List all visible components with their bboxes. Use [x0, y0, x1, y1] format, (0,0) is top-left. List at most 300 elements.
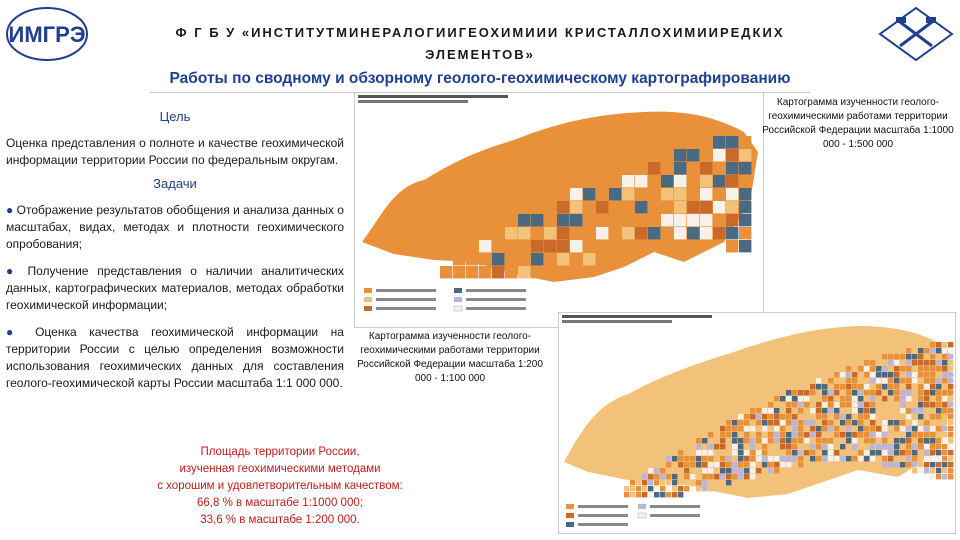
map-cell	[924, 360, 929, 365]
map-cell	[726, 480, 731, 485]
map-cell	[804, 420, 809, 425]
map-cell	[798, 414, 803, 419]
map-cell	[702, 486, 707, 491]
map-cell	[840, 444, 845, 449]
map-cell	[810, 444, 815, 449]
map-cell	[713, 162, 725, 174]
map-cell	[948, 444, 953, 449]
map-cell	[876, 408, 881, 413]
map-cell	[666, 456, 671, 461]
map-cell	[672, 492, 677, 497]
map-cell	[936, 420, 941, 425]
map-cell	[870, 444, 875, 449]
map-cell	[750, 468, 755, 473]
map-cell	[936, 444, 941, 449]
map-cell	[654, 486, 659, 491]
map-cell	[708, 444, 713, 449]
map-cell	[942, 468, 947, 473]
map-cell	[948, 462, 953, 467]
map-cell	[780, 420, 785, 425]
map-cell	[906, 426, 911, 431]
map-cell	[596, 188, 608, 200]
map-cell	[738, 450, 743, 455]
map-cell	[756, 450, 761, 455]
map-cell	[906, 348, 911, 353]
map-cell	[822, 414, 827, 419]
map-cell	[687, 188, 699, 200]
map-cell	[492, 253, 504, 265]
map-cell	[762, 462, 767, 467]
map-cell	[942, 372, 947, 377]
map-cell	[930, 474, 935, 479]
map-cell	[756, 438, 761, 443]
map-cell	[666, 474, 671, 479]
map-cell	[912, 378, 917, 383]
map-cell	[948, 474, 953, 479]
map-cell	[900, 426, 905, 431]
map-cell	[674, 188, 686, 200]
map-cell	[720, 426, 725, 431]
map-cell	[918, 354, 923, 359]
map-cell	[852, 366, 857, 371]
task-text: Оценка качества геохимической информации на территории России с целью определения возможности использования геохимических данных для составления геолого-геохимической карты России масштаба 1:1 000 000.	[6, 325, 344, 390]
map-cell	[852, 402, 857, 407]
map-cell	[744, 420, 749, 425]
map-cell	[888, 390, 893, 395]
map-cell	[912, 366, 917, 371]
map-cell	[738, 456, 743, 461]
map-cell	[702, 438, 707, 443]
map-cell	[942, 408, 947, 413]
slide-title: Работы по сводному и обзорному геолого-геохимическому картографированию	[169, 70, 791, 87]
map-cell	[888, 414, 893, 419]
map-cell	[870, 390, 875, 395]
map-cell	[780, 450, 785, 455]
map-cell	[726, 438, 731, 443]
map-cell	[726, 136, 738, 148]
map-cell	[930, 462, 935, 467]
map-cell	[942, 432, 947, 437]
map-cell	[882, 414, 887, 419]
map-cell	[828, 402, 833, 407]
map-cell	[492, 240, 504, 252]
map-cell	[661, 227, 673, 239]
map-cell	[924, 456, 929, 461]
map-cell	[924, 438, 929, 443]
map-cell	[882, 408, 887, 413]
map-cell	[840, 372, 845, 377]
map-cell	[840, 456, 845, 461]
map-cell	[852, 444, 857, 449]
map-cell	[583, 214, 595, 226]
map-cell	[744, 474, 749, 479]
map-cell	[894, 456, 899, 461]
map-cell	[635, 214, 647, 226]
map-cell	[744, 438, 749, 443]
map-cell	[609, 188, 621, 200]
map-cell	[678, 468, 683, 473]
map-cell	[756, 408, 761, 413]
map-cell	[834, 378, 839, 383]
map-cell	[924, 420, 929, 425]
map-cell	[804, 384, 809, 389]
map-cell	[708, 474, 713, 479]
map-cell	[660, 462, 665, 467]
map-cell	[918, 438, 923, 443]
map-cell	[840, 432, 845, 437]
map-cell	[864, 372, 869, 377]
map-cell	[822, 432, 827, 437]
map-cell	[912, 468, 917, 473]
map-cell	[894, 396, 899, 401]
map-cell	[810, 420, 815, 425]
map-cell	[828, 420, 833, 425]
map-cell	[900, 462, 905, 467]
map-cell	[930, 342, 935, 347]
map-cell	[888, 432, 893, 437]
map-cell	[912, 432, 917, 437]
map-cell	[882, 450, 887, 455]
map-cell	[732, 456, 737, 461]
map-cell	[936, 432, 941, 437]
map-cell	[840, 384, 845, 389]
map-cell	[912, 438, 917, 443]
map-cell	[702, 468, 707, 473]
map-cell	[942, 444, 947, 449]
map-cell	[678, 480, 683, 485]
map-cell	[846, 378, 851, 383]
map-cell	[786, 462, 791, 467]
map-cell	[720, 450, 725, 455]
map-cell	[924, 408, 929, 413]
map-cell	[714, 432, 719, 437]
map-cell	[648, 227, 660, 239]
map-cell	[750, 432, 755, 437]
map-cell	[834, 450, 839, 455]
map-cell	[846, 384, 851, 389]
map-cell	[622, 201, 634, 213]
map-cell	[661, 149, 673, 161]
map-cell	[864, 444, 869, 449]
bullet-dot-icon: ●	[6, 325, 36, 339]
map-cell	[774, 396, 779, 401]
map-cell	[792, 390, 797, 395]
map-cell	[810, 414, 815, 419]
map-cell	[822, 450, 827, 455]
map-cell	[894, 402, 899, 407]
map-cell	[774, 432, 779, 437]
map-cell	[834, 426, 839, 431]
map-cell	[804, 456, 809, 461]
map-cell	[858, 390, 863, 395]
map-cell	[948, 408, 953, 413]
map-cell	[948, 354, 953, 359]
map-cell	[505, 253, 517, 265]
map-cell	[924, 390, 929, 395]
map-cell	[596, 227, 608, 239]
map-cell	[798, 402, 803, 407]
map-cell	[810, 384, 815, 389]
map-cell	[690, 444, 695, 449]
map-cell	[924, 354, 929, 359]
map-cell	[870, 426, 875, 431]
map-cell	[930, 378, 935, 383]
map-cell	[780, 444, 785, 449]
map-cell	[479, 266, 491, 278]
map-cell	[557, 240, 569, 252]
map-cell	[834, 402, 839, 407]
map-cell	[816, 432, 821, 437]
map-cell	[624, 492, 629, 497]
map-cell	[674, 201, 686, 213]
map-cell	[870, 378, 875, 383]
map-cell	[720, 462, 725, 467]
map-cell	[544, 240, 556, 252]
map-cell	[492, 227, 504, 239]
map-cell	[479, 240, 491, 252]
map-cell	[906, 378, 911, 383]
map-cell	[882, 366, 887, 371]
map-cell	[648, 188, 660, 200]
map-cell	[557, 201, 569, 213]
map-cell	[924, 402, 929, 407]
task-item-3	[6, 324, 344, 392]
map-cell	[672, 456, 677, 461]
map-cell	[912, 402, 917, 407]
map-cell	[531, 266, 543, 278]
map-cell	[713, 175, 725, 187]
map-cell	[726, 426, 731, 431]
map-cell	[858, 438, 863, 443]
map-cell	[583, 188, 595, 200]
map-cell	[720, 438, 725, 443]
map-cell	[906, 372, 911, 377]
map-cell	[726, 201, 738, 213]
map-cell	[687, 227, 699, 239]
map-cell	[900, 432, 905, 437]
map-cell	[531, 253, 543, 265]
map-cell	[756, 426, 761, 431]
map-cell	[918, 366, 923, 371]
map-cell	[714, 468, 719, 473]
map-cell	[648, 480, 653, 485]
map-cell	[756, 462, 761, 467]
map-cell	[635, 227, 647, 239]
map-cell	[622, 162, 634, 174]
map-cell	[858, 456, 863, 461]
map-cell	[930, 354, 935, 359]
map-cell	[906, 462, 911, 467]
map-cell	[798, 444, 803, 449]
map-cell	[713, 149, 725, 161]
map-cell	[786, 408, 791, 413]
map-cell	[840, 378, 845, 383]
map-cell	[906, 384, 911, 389]
map-cell	[936, 396, 941, 401]
map-cell	[888, 420, 893, 425]
map-cell	[924, 432, 929, 437]
map-cell	[930, 366, 935, 371]
map-cell	[768, 462, 773, 467]
map-cell	[924, 444, 929, 449]
map-cell	[942, 378, 947, 383]
map-cell	[583, 227, 595, 239]
map-cell	[876, 396, 881, 401]
map-cell	[738, 474, 743, 479]
map-cell	[918, 432, 923, 437]
map-cell	[840, 414, 845, 419]
map-cell	[713, 136, 725, 148]
map-cell	[918, 420, 923, 425]
map-cell	[738, 462, 743, 467]
map-cell	[828, 378, 833, 383]
map-cell	[870, 420, 875, 425]
map-cell	[882, 432, 887, 437]
map-cell	[846, 420, 851, 425]
map-cell	[792, 462, 797, 467]
map-cell	[876, 384, 881, 389]
map-cell	[864, 450, 869, 455]
map-cell	[924, 450, 929, 455]
map-cell	[690, 462, 695, 467]
map-cell	[702, 456, 707, 461]
map-cell	[936, 378, 941, 383]
map-cell	[768, 444, 773, 449]
map-cell	[726, 420, 731, 425]
map-cell	[792, 402, 797, 407]
map-cell	[750, 426, 755, 431]
map-cell	[900, 444, 905, 449]
map-cell	[780, 438, 785, 443]
map-cell	[780, 462, 785, 467]
map-cell	[918, 396, 923, 401]
map-cell	[739, 240, 751, 252]
map-cell	[900, 366, 905, 371]
map-cell	[762, 402, 767, 407]
map-cell	[798, 420, 803, 425]
map-cell	[930, 408, 935, 413]
map-cell	[852, 378, 857, 383]
map-cell	[846, 396, 851, 401]
map-cell	[888, 402, 893, 407]
map-cell	[518, 240, 530, 252]
map-cell	[630, 486, 635, 491]
map-cell	[690, 468, 695, 473]
map-cell	[870, 360, 875, 365]
map-cell	[858, 378, 863, 383]
map-cell	[930, 348, 935, 353]
map-cell	[726, 444, 731, 449]
map-cell	[912, 360, 917, 365]
map-cell	[750, 414, 755, 419]
map-cell	[846, 408, 851, 413]
map-cell	[876, 372, 881, 377]
map-cell	[882, 438, 887, 443]
map-cell	[942, 342, 947, 347]
org-title	[100, 22, 860, 66]
map-cell	[852, 384, 857, 389]
map-cell	[882, 354, 887, 359]
map-cell	[792, 450, 797, 455]
tasks-heading: Задачи	[153, 176, 197, 191]
map-cell	[672, 474, 677, 479]
map-cell	[882, 444, 887, 449]
map-cell	[894, 420, 899, 425]
map-cell	[744, 426, 749, 431]
map-cell	[661, 175, 673, 187]
org-title-line1: Ф Г Б У «ИНСТИТУТМИНЕРАЛОГИИГЕОХИМИИИ КРИСТАЛЛОХИМИИРЕДКИХ	[175, 25, 785, 40]
map-cell	[906, 444, 911, 449]
map-cell	[774, 402, 779, 407]
map-cell	[822, 390, 827, 395]
map-cell	[852, 408, 857, 413]
map-cell	[750, 438, 755, 443]
map-cell	[696, 450, 701, 455]
map-cell	[894, 414, 899, 419]
map-cell	[660, 468, 665, 473]
map-cell	[622, 188, 634, 200]
area-note	[120, 444, 440, 529]
map-cell	[798, 438, 803, 443]
map-cell	[858, 444, 863, 449]
map-cell	[780, 408, 785, 413]
map-cell	[744, 456, 749, 461]
map-cell	[738, 444, 743, 449]
map-cell	[912, 450, 917, 455]
map-cell	[738, 432, 743, 437]
map-cell	[678, 450, 683, 455]
map-cell	[912, 354, 917, 359]
map-cell	[852, 426, 857, 431]
map-cell	[930, 450, 935, 455]
map-cell	[713, 214, 725, 226]
map-cell	[888, 444, 893, 449]
map-cell	[942, 354, 947, 359]
map-cell	[732, 462, 737, 467]
map-cell	[912, 444, 917, 449]
map-cell	[732, 444, 737, 449]
map-cell	[948, 378, 953, 383]
map-cell	[906, 366, 911, 371]
map-cell	[648, 175, 660, 187]
map-cell	[942, 402, 947, 407]
map-cell	[936, 366, 941, 371]
map-cell	[840, 420, 845, 425]
map-cell	[834, 420, 839, 425]
map-cell	[726, 462, 731, 467]
map-cell	[798, 396, 803, 401]
map-cell	[888, 426, 893, 431]
map-cell	[942, 360, 947, 365]
map-cell	[732, 468, 737, 473]
map-cell	[912, 456, 917, 461]
map-cell	[744, 414, 749, 419]
map-cell	[756, 456, 761, 461]
map-cell	[708, 450, 713, 455]
map-cell	[708, 462, 713, 467]
map-cell	[738, 420, 743, 425]
map-cell	[708, 486, 713, 491]
map-cell	[739, 227, 751, 239]
map-cell	[948, 342, 953, 347]
map-cell	[828, 426, 833, 431]
map-cell	[942, 456, 947, 461]
map-cell	[948, 348, 953, 353]
map-cell	[924, 414, 929, 419]
map-cell	[750, 420, 755, 425]
map-cell	[924, 384, 929, 389]
map-cell	[894, 360, 899, 365]
